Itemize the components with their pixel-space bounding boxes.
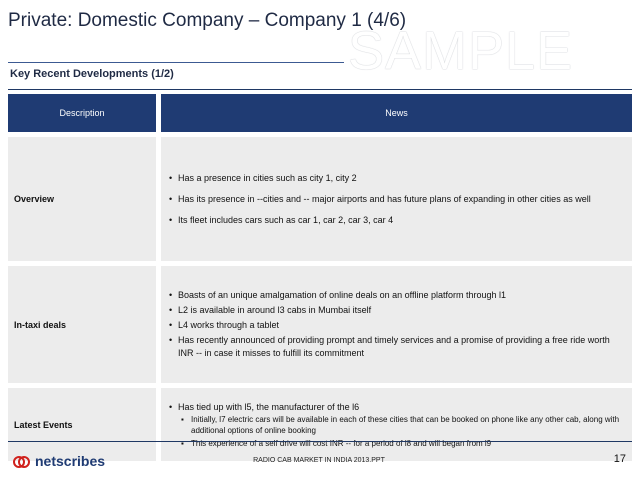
page-number: 17 bbox=[613, 453, 626, 465]
news-bullet: • Boasts of an unique amalgamation of online deals on an offline platform through l1 bbox=[169, 289, 622, 302]
row-news bbox=[161, 266, 632, 383]
table-row-in-taxi-deals bbox=[8, 266, 632, 383]
title-divider bbox=[8, 62, 344, 63]
table-header bbox=[8, 94, 632, 132]
footer-divider bbox=[8, 441, 632, 442]
news-sub-bullet: ▪ This experience of a self drive will cost INR -- for a period of l8 and will began from l9 bbox=[169, 438, 622, 449]
table-row-overview bbox=[8, 137, 632, 261]
slide-title: Private: Domestic Company – Company 1 (4/6) bbox=[8, 10, 407, 31]
section-subtitle: Key Recent Developments (1/2) bbox=[10, 68, 174, 80]
sample-watermark: SAMPLE bbox=[348, 21, 574, 81]
news-bullet: • Has its presence in --cities and -- major airports and has future plans of expanding in other cities as well bbox=[169, 193, 622, 206]
row-label: Latest Events bbox=[8, 388, 156, 461]
news-bullet: • L4 works through a tablet bbox=[169, 319, 622, 332]
news-bullet: • Its fleet includes cars such as car 1, car 2, car 3, car 4 bbox=[169, 214, 622, 227]
header-description: Description bbox=[59, 108, 105, 118]
news-bullet: • L2 is available in around l3 cabs in Mumbai itself bbox=[169, 304, 622, 317]
news-bullet: • Has a presence in cities such as city 1, city 2 bbox=[169, 172, 622, 185]
news-bullet: • Has recently announced of providing prompt and timely services and a promise of providing a free ride worth INR -- in case it misses to fulfill its commitment bbox=[169, 334, 622, 360]
developments-table bbox=[8, 94, 632, 461]
row-news bbox=[161, 137, 632, 261]
header-news: News bbox=[385, 108, 408, 118]
row-label: In-taxi deals bbox=[8, 266, 156, 383]
subtitle-divider bbox=[8, 89, 632, 90]
footer-document-name: RADIO CAB MARKET IN INDIA 2013.PPT bbox=[253, 457, 385, 464]
table-row-latest-events bbox=[8, 388, 632, 461]
row-label: Overview bbox=[8, 137, 156, 261]
news-bullet: • Has tied up with l5, the manufacturer of the l6 bbox=[169, 401, 622, 414]
news-sub-bullet: ▪ Initially, l7 electric cars will be available in each of these cities that can be booked on phone like any other cab, along with additional options of online booking bbox=[169, 414, 622, 436]
row-news bbox=[161, 388, 632, 461]
logo-text: netscribes bbox=[35, 453, 106, 469]
